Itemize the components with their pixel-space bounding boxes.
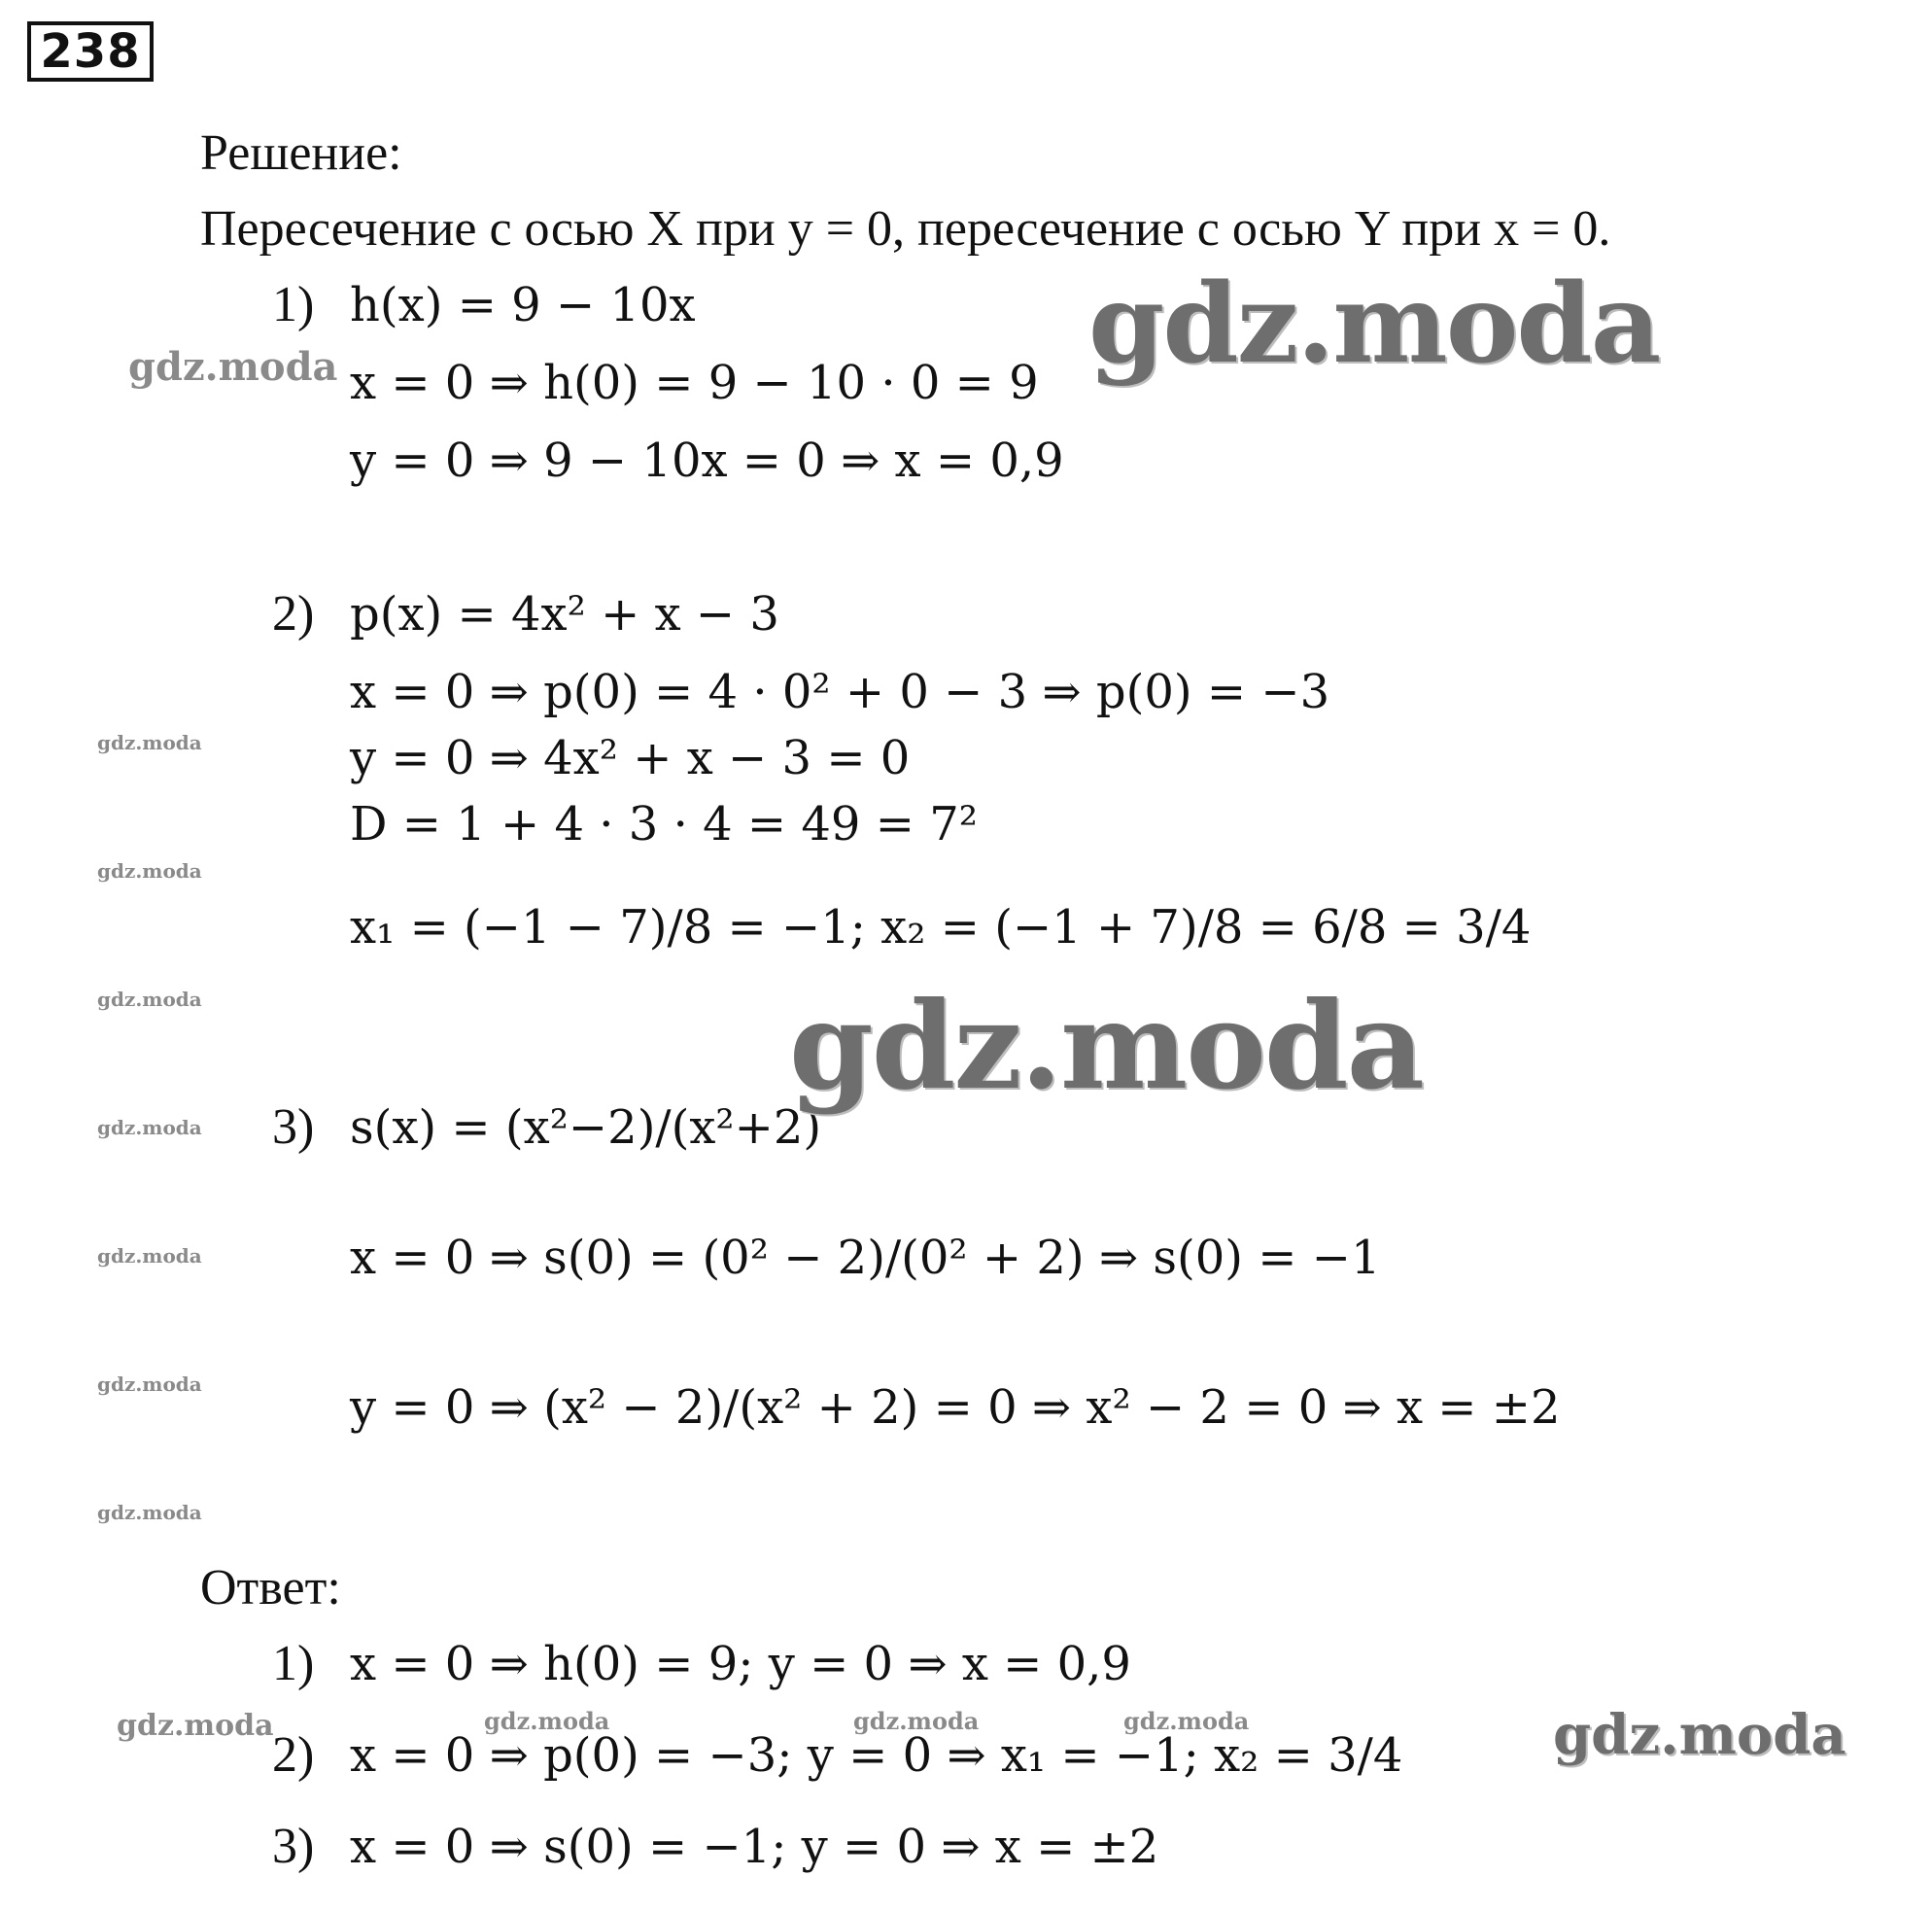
watermark-bottom-right: gdz.moda [1553,1703,1846,1767]
watermark-left-small-1: gdz.moda [97,731,202,754]
watermark-left-1: gdz.moda [128,344,338,390]
watermark-left-small-7: gdz.moda [97,1501,202,1524]
watermark-answer-1: gdz.moda [484,1707,610,1735]
item-2-function: p(x) = 4x² + x − 3 [350,587,779,642]
watermark-left-small-3: gdz.moda [97,988,202,1011]
watermark-large-middle: gdz.moda [789,976,1423,1117]
watermark-left-small-5: gdz.moda [97,1244,202,1268]
item-2-label: 2) [272,586,315,642]
item-1-label: 1) [272,277,315,332]
item-2-line-1: x = 0 ⇒ p(0) = 4 · 0² + 0 − 3 ⇒ p(0) = −3 [350,665,1330,719]
answer-2-label: 2) [272,1727,315,1783]
answer-3-label: 3) [272,1819,315,1874]
watermark-large-top: gdz.moda [1088,261,1660,388]
item-2-line-2: y = 0 ⇒ 4x² + x − 3 = 0 [350,731,911,785]
watermark-answer-left: gdz.moda [117,1709,274,1743]
answer-3-text: x = 0 ⇒ s(0) = −1; y = 0 ⇒ x = ±2 [350,1820,1159,1874]
item-1-line-2: y = 0 ⇒ 9 − 10x = 0 ⇒ x = 0,9 [350,434,1064,488]
watermark-left-small-6: gdz.moda [97,1372,202,1396]
problem-number-badge: 238 [27,21,154,82]
answer-1-label: 1) [272,1636,315,1691]
watermark-left-small-4: gdz.moda [97,1116,202,1139]
item-1-line-1: x = 0 ⇒ h(0) = 9 − 10 · 0 = 9 [350,356,1039,410]
item-3-label: 3) [272,1099,315,1155]
item-3-function: s(x) = (x²−2)/(x²+2) [350,1100,822,1155]
item-2-line-3: D = 1 + 4 · 3 · 4 = 49 = 7² [350,797,978,851]
item-1-function: h(x) = 9 − 10x [350,278,696,332]
watermark-answer-3: gdz.moda [1123,1707,1250,1735]
watermark-answer-2: gdz.moda [853,1707,980,1735]
answer-1-text: x = 0 ⇒ h(0) = 9; y = 0 ⇒ x = 0,9 [350,1637,1131,1691]
watermark-left-small-2: gdz.moda [97,859,202,883]
intro-text: Пересечение с осью X при y = 0, пересечение с осью Y при x = 0. [200,201,1611,257]
solution-heading: Решение: [200,125,402,181]
item-2-line-4: x₁ = (−1 − 7)/8 = −1; x₂ = (−1 + 7)/8 = 6/8 = 3/4 [350,900,1532,955]
answer-heading: Ответ: [200,1560,341,1616]
answer-2-text: x = 0 ⇒ p(0) = −3; y = 0 ⇒ x₁ = −1; x₂ = 3/4 [350,1728,1403,1783]
item-3-line-1: x = 0 ⇒ s(0) = (0² − 2)/(0² + 2) ⇒ s(0) = −1 [350,1231,1381,1285]
item-3-line-2: y = 0 ⇒ (x² − 2)/(x² + 2) = 0 ⇒ x² − 2 = 0 ⇒ x = ±2 [350,1380,1561,1435]
